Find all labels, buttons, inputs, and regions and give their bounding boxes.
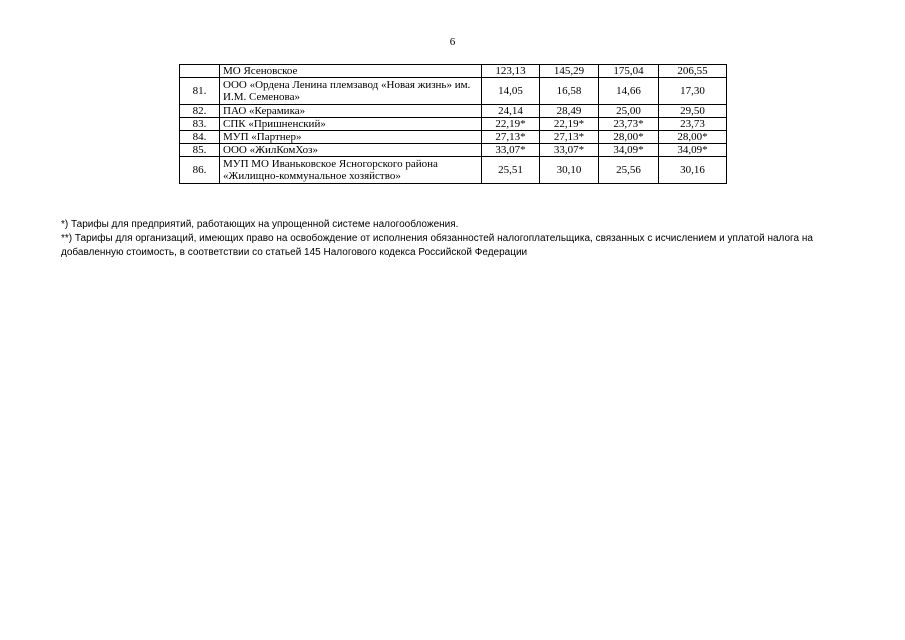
footnote-vat-exemption: **) Тарифы для организаций, имеющих право на освобождение от исполнения обязанностей налогоплательщика, связанных с исчислением и уплатой налога на добавленную стоимость, в соответствии со статьей 145 Налогового кодекса Российской Федерации <box>61 233 813 258</box>
table-row <box>180 78 727 105</box>
organization-name: МУП «Партнер» <box>220 131 482 144</box>
row-number: 82. <box>180 105 220 118</box>
table-row <box>180 144 727 157</box>
tariff-value-1: 14,05 <box>482 78 540 105</box>
tariff-value-3: 28,00* <box>599 131 659 144</box>
tariff-value-3: 175,04 <box>599 65 659 78</box>
tariff-value-1: 24,14 <box>482 105 540 118</box>
organization-name: МО Ясеновское <box>220 65 482 78</box>
tariff-value-2: 28,49 <box>540 105 599 118</box>
table-row <box>180 131 727 144</box>
tariff-value-4: 206,55 <box>659 65 727 78</box>
footnote-simplified-tax: *) Тарифы для предприятий, работающих на упрощенной системе налогообложения. <box>61 219 459 230</box>
tariff-value-1: 25,51 <box>482 157 540 184</box>
table-row <box>180 157 727 184</box>
organization-name: МУП МО Иваньковское Ясногорского района «Жилищно-коммунальное хозяйство» <box>220 157 482 184</box>
row-number: 86. <box>180 157 220 184</box>
tariff-value-4: 17,30 <box>659 78 727 105</box>
row-number: 85. <box>180 144 220 157</box>
tariff-value-1: 33,07* <box>482 144 540 157</box>
tariff-value-4: 34,09* <box>659 144 727 157</box>
tariff-value-4: 30,16 <box>659 157 727 184</box>
tariff-value-2: 22,19* <box>540 118 599 131</box>
table-row <box>180 65 727 78</box>
tariff-value-2: 30,10 <box>540 157 599 184</box>
table-row <box>180 105 727 118</box>
tariff-value-3: 14,66 <box>599 78 659 105</box>
tariff-value-3: 25,00 <box>599 105 659 118</box>
tariff-value-2: 27,13* <box>540 131 599 144</box>
organization-name: ООО «Ордена Ленина племзавод «Новая жизнь» им. И.М. Семенова» <box>220 78 482 105</box>
organization-name: ПАО «Керамика» <box>220 105 482 118</box>
tariff-value-3: 25,56 <box>599 157 659 184</box>
tariff-value-2: 33,07* <box>540 144 599 157</box>
row-number <box>180 65 220 78</box>
row-number: 81. <box>180 78 220 105</box>
tariff-value-3: 34,09* <box>599 144 659 157</box>
table-row <box>180 118 727 131</box>
tariff-value-2: 16,58 <box>540 78 599 105</box>
organization-name: СПК «Пришненский» <box>220 118 482 131</box>
tariff-value-1: 123,13 <box>482 65 540 78</box>
tariff-value-3: 23,73* <box>599 118 659 131</box>
row-number: 83. <box>180 118 220 131</box>
tariff-value-2: 145,29 <box>540 65 599 78</box>
tariff-value-4: 28,00* <box>659 131 727 144</box>
row-number: 84. <box>180 131 220 144</box>
page-number: 6 <box>449 36 456 48</box>
footnotes <box>61 218 861 260</box>
tariff-value-1: 27,13* <box>482 131 540 144</box>
tariff-value-4: 29,50 <box>659 105 727 118</box>
tariff-value-4: 23,73 <box>659 118 727 131</box>
tariff-value-1: 22,19* <box>482 118 540 131</box>
organization-name: ООО «ЖилКомХоз» <box>220 144 482 157</box>
tariff-table <box>179 64 727 184</box>
